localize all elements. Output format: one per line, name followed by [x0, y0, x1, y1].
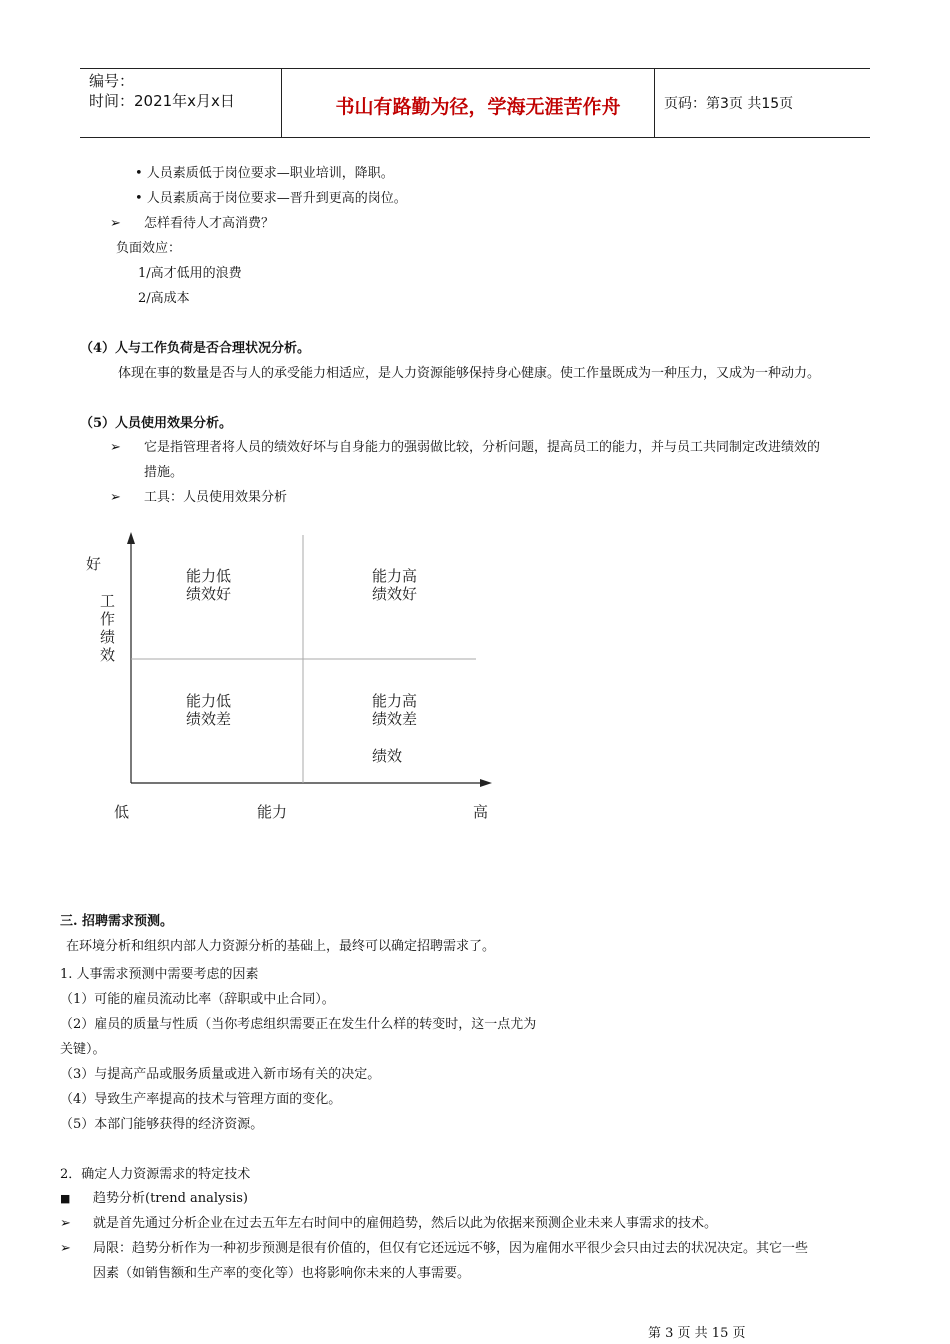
bullet-item: • 人员素质低于岗位要求—职业培训，降职。: [135, 166, 394, 181]
arrow-bullet: ➢: [110, 216, 121, 231]
paragraph: 因素（如销售额和生产率的变化等）也将影响你未来的人事需要。: [93, 1266, 471, 1281]
paragraph: 局限：趋势分析作为一种初步预测是很有价值的，但仅有它还远远不够，因为雇佣水平很少会只由过去的状况决定。其它一些: [93, 1241, 809, 1256]
arrow-bullet: ➢: [110, 490, 121, 505]
arrow-bullet: ➢: [110, 440, 121, 455]
factor-item: （4）导致生产率提高的技术与管理方面的变化。: [60, 1092, 342, 1107]
arrow-bullet: ➢: [60, 1216, 71, 1231]
negative-label: 负面效应：: [116, 241, 182, 256]
quadrant-line: 绩效好: [372, 585, 418, 603]
arrow-bullet: ➢: [60, 1241, 71, 1256]
numbered-item: 1. 人事需求预测中需要考虑的因素: [60, 967, 259, 982]
section-heading: （5）人员使用效果分析。: [80, 416, 233, 431]
quadrant-line: 绩效差: [186, 710, 232, 728]
y-axis-arrow: [127, 532, 135, 544]
quadrant-bottom-right: [372, 692, 417, 728]
x-axis-label: 能力: [257, 803, 288, 821]
x-axis-arrow: [480, 779, 492, 787]
paragraph: 它是指管理者将人员的绩效好坏与自身能力的强弱做比较，分析问题，提高员工的能力，并与员工共同制定改进绩效的: [144, 440, 821, 455]
tool-label: 工具：人员使用效果分析: [144, 490, 288, 505]
bullet-item: • 人员素质高于岗位要求—晋升到更高的岗位。: [135, 191, 407, 206]
factor-item: 关键）。: [60, 1042, 106, 1057]
quadrant-line: 能力高: [372, 567, 418, 585]
factor-item: （5）本部门能够获得的经济资源。: [60, 1117, 264, 1132]
quadrant-line: 能力高: [372, 692, 418, 710]
y-axis-label-char: 作: [100, 610, 116, 628]
quadrant-top-right: [372, 567, 417, 603]
footer-page-number: 第 3 页 共 15 页: [648, 1326, 746, 1341]
stray-label: 绩效: [372, 747, 403, 765]
y-axis-good-label: 好: [86, 555, 102, 573]
factor-item: （3）与提高产品或服务质量或进入新市场有关的决定。: [60, 1067, 381, 1082]
paragraph: 体现在事的数量是否与人的承受能力相适应，是人力资源能够保持身心健康。使工作量既成为一种压力，又成为一种动力。: [118, 366, 821, 381]
paragraph: 在环境分析和组织内部人力资源分析的基础上，最终可以确定招聘需求了。: [66, 939, 496, 954]
paragraph: 措施。: [144, 465, 184, 480]
section-title: 三. 招聘需求预测。: [60, 914, 174, 929]
header-page-info: 页码：第3页 共15页: [664, 96, 794, 112]
header-motto: 书山有路勤为径，学海无涯苦作舟: [335, 96, 621, 118]
factor-item: （2）雇员的质量与性质（当你考虑组织需要正在发生什么样的转变时，这一点尤为: [60, 1017, 537, 1032]
x-axis-high-label: 高: [473, 803, 489, 821]
list-item: 2/高成本: [138, 291, 190, 306]
y-axis-label-char: 工: [100, 592, 116, 610]
x-axis-low-label: 低: [114, 803, 130, 821]
question-text: 怎样看待人才高消费？: [144, 216, 275, 231]
y-axis-label-char: 效: [100, 646, 116, 664]
quadrant-line: 能力低: [186, 567, 232, 585]
quadrant-line: 能力低: [186, 692, 232, 710]
section-heading: （4）人与工作负荷是否合理状况分析。: [80, 341, 311, 356]
factor-item: （1）可能的雇员流动比率（辞职或中止合同）。: [60, 992, 335, 1007]
list-item: 1/高才低用的浪费: [138, 266, 242, 281]
quadrant-line: 绩效差: [372, 710, 418, 728]
quadrant-top-left: [186, 567, 231, 603]
time-label: 时间：2021年x月x日: [89, 92, 235, 110]
y-axis-label-char: 绩: [100, 628, 116, 646]
quadrant-bottom-left: [186, 692, 231, 728]
number-label: 编号：: [89, 72, 135, 90]
numbered-item: 2．确定人力资源需求的特定技术: [60, 1167, 251, 1182]
paragraph: 就是首先通过分析企业在过去五年左右时间中的雇佣趋势，然后以此为依据来预测企业未来人事需求的技术。: [93, 1216, 718, 1231]
subheading: 趋势分析(trend analysis): [93, 1191, 248, 1206]
square-bullet-icon: ■: [60, 1192, 71, 1205]
quadrant-line: 绩效好: [186, 585, 232, 603]
